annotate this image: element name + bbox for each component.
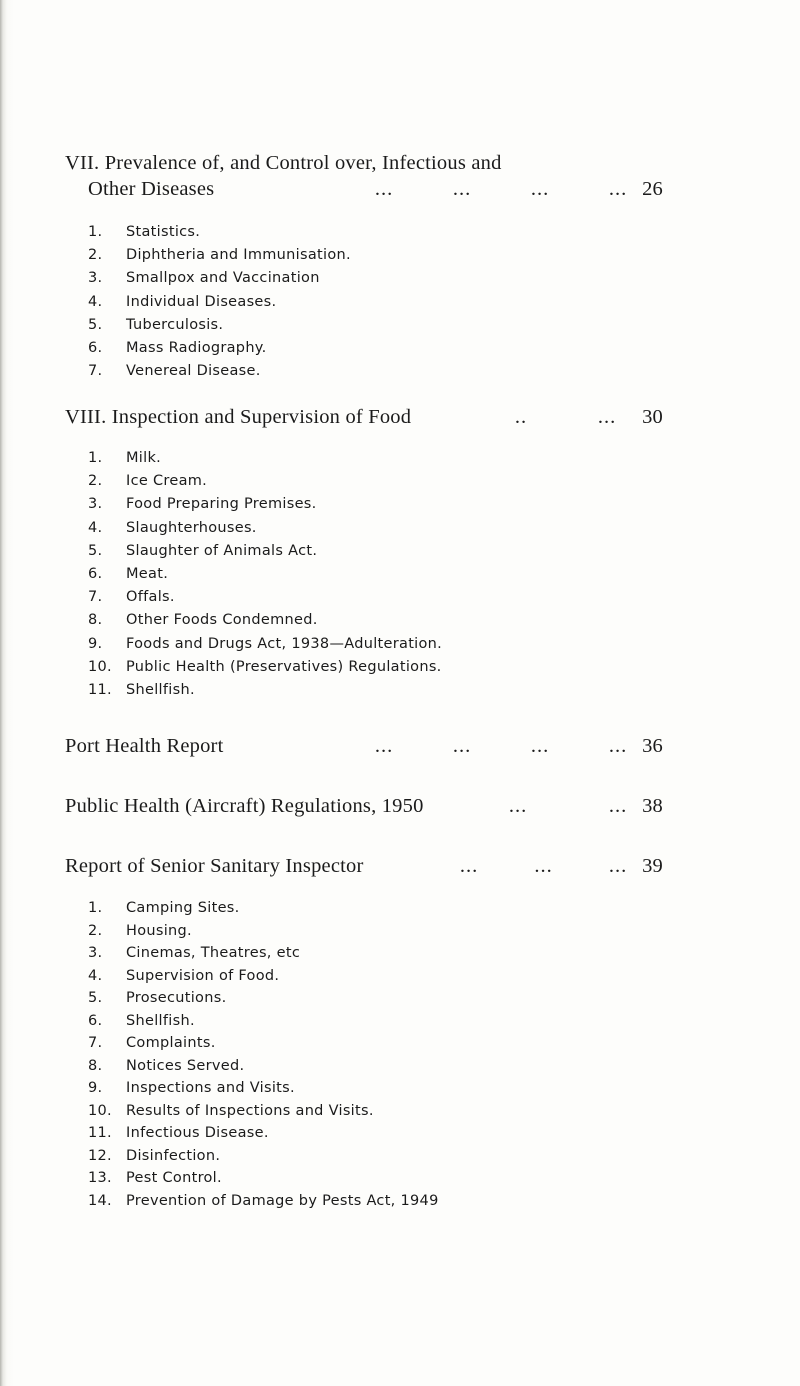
leader-dots: ... ... ... ... bbox=[374, 735, 628, 757]
page-number: 38 bbox=[642, 795, 663, 817]
leader-dots: ... ... ... ... bbox=[374, 178, 628, 200]
list-item: 6. Mass Radiography. bbox=[88, 339, 267, 356]
list-item: 11. Shellfish. bbox=[88, 681, 195, 698]
section-title: Report of Senior Sanitary Inspector bbox=[65, 855, 364, 877]
section-heading-port-health bbox=[65, 733, 663, 759]
page-number: 26 bbox=[642, 178, 663, 200]
list-item: 2. Ice Cream. bbox=[88, 473, 208, 490]
list-item: 10. Results of Inspections and Visits. bbox=[88, 1102, 374, 1119]
list-item: 3. Smallpox and Vaccination bbox=[88, 270, 320, 287]
section-vii-page-row bbox=[65, 176, 663, 202]
list-item: 5. Tuberculosis. bbox=[88, 316, 224, 333]
list-item: 13. Pest Control. bbox=[88, 1170, 222, 1186]
list-item: 4. Individual Diseases. bbox=[88, 293, 277, 310]
section-viii-subitems bbox=[88, 447, 442, 702]
leader-dots: ... ... bbox=[508, 795, 628, 817]
list-item: 9. Inspections and Visits. bbox=[88, 1080, 295, 1096]
list-item: 14. Prevention of Damage by Pests Act, 1949 bbox=[88, 1192, 439, 1209]
list-item: 4. Slaughterhouses. bbox=[88, 519, 257, 536]
list-item: 1. Milk. bbox=[88, 450, 162, 466]
page-number: 39 bbox=[642, 855, 663, 877]
section-heading-sanitary-inspector bbox=[65, 853, 663, 879]
section-title: Public Health (Aircraft) Regulations, 1950 bbox=[65, 795, 424, 817]
list-item: 12. Disinfection. bbox=[88, 1147, 221, 1164]
section-title-line1: VII. Prevalence of, and Control over, Infectious and bbox=[65, 152, 502, 174]
list-item: 11. Infectious Disease. bbox=[88, 1125, 269, 1141]
list-item: 6. Shellfish. bbox=[88, 1012, 195, 1029]
leader-dots: ... ... ... bbox=[459, 855, 628, 877]
list-item: 2. Diphtheria and Immunisation. bbox=[88, 247, 351, 264]
list-item: 6. Meat. bbox=[88, 565, 169, 582]
list-item: 5. Slaughter of Animals Act. bbox=[88, 542, 318, 559]
list-item: 5. Prosecutions. bbox=[88, 990, 227, 1006]
section-title: VIII. Inspection and Supervision of Food bbox=[65, 406, 412, 428]
list-item: 10. Public Health (Preservatives) Regulations. bbox=[88, 658, 442, 675]
section-title: Port Health Report bbox=[65, 735, 224, 757]
list-item: 7. Complaints. bbox=[88, 1035, 216, 1051]
section-vii-subitems bbox=[88, 221, 351, 383]
list-item: 1. Statistics. bbox=[88, 224, 201, 240]
section-title-line2: Other Diseases bbox=[88, 178, 215, 200]
list-item: 8. Other Foods Condemned. bbox=[88, 612, 318, 629]
list-item: 7. Venereal Disease. bbox=[88, 363, 261, 380]
list-item: 8. Notices Served. bbox=[88, 1057, 245, 1074]
list-item: 2. Housing. bbox=[88, 922, 192, 939]
page-number: 36 bbox=[642, 735, 663, 757]
section-heading-aircraft-regulations bbox=[65, 793, 663, 819]
list-item: 3. Cinemas, Theatres, etc bbox=[88, 945, 301, 961]
list-item: 3. Food Preparing Premises. bbox=[88, 496, 317, 513]
list-item: 7. Offals. bbox=[88, 589, 175, 606]
page-number: 30 bbox=[642, 406, 663, 428]
list-item: 4. Supervision of Food. bbox=[88, 967, 280, 984]
leader-dots: .. ... bbox=[514, 406, 617, 428]
section-heading-viii bbox=[65, 404, 663, 430]
list-item: 9. Foods and Drugs Act, 1938—Adulteration. bbox=[88, 635, 443, 652]
sanitary-inspector-subitems bbox=[88, 897, 439, 1212]
list-item: 1. Camping Sites. bbox=[88, 900, 240, 916]
